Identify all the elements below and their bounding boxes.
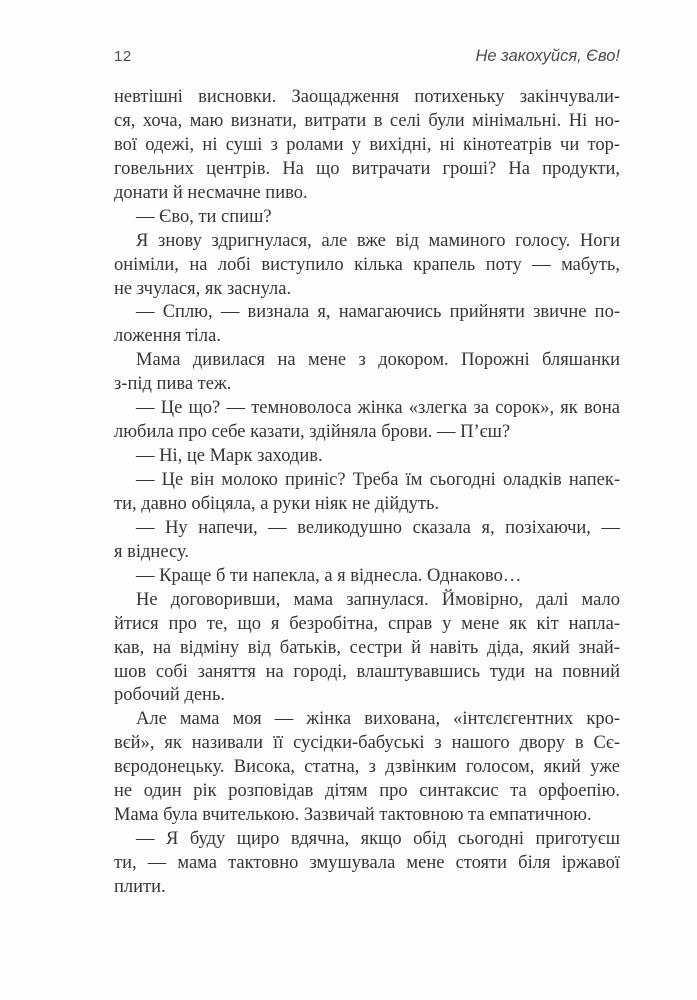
text-line: вєродонецьку. Висока, статна, з дзвінким голосом, який уже [114,757,620,778]
text-line: Не договоривши, мама запнулася. Ймовірно, далі мало [136,589,620,610]
text-line: оніміли, на лобі виступило кілька крапель поту — мабуть, [114,254,620,275]
text-line: Але мама моя — жінка вихована, «інтєлєгентних кро- [136,709,620,730]
text-line: — Сплю, — визнала я, намагаючись прийняти звичне по- [136,302,620,323]
text-line: — Це він молоко приніс? Треба їм сьогодні оладків напек- [136,470,620,490]
text-line: кав, на відміну від батьків, сестри й навіть діда, який знай- [114,637,620,658]
text-line: шов собі заняття на городі, влаштувавшись туди на повний [114,661,620,682]
text-line: — Це що? — темноволоса жінка «злегка за сорок», як вона [136,398,620,419]
text-line: вєй», як називали її сусідки-бабуські з нашого двору в Сє- [114,733,620,754]
text-line: ложення тіла. [114,326,221,347]
text-line: з-під пива теж. [114,374,232,395]
text-line: любила про себе казати, здійняла брови. — П’єш? [114,422,511,443]
text-line: Я знову здригнулася, але вже від маминого голосу. Ноги [136,230,620,251]
text-line: не зчулася, як заснула. [114,278,292,299]
text-line: говельних центрів. На що витрачати гроші? На продукти, [114,158,620,179]
text-line: ти, давно обіцяла, а руки ніяк не дійдуть. [114,493,440,514]
text-line: ся, хоча, маю визнати, витрати в селі були мінімальні. Ні но- [114,110,620,131]
text-line: Мама дивилася на мене з докором. Порожні бляшанки [136,350,620,371]
text-block [114,86,620,900]
text-line: — Єво, ти спиш? [136,206,272,227]
text-line: — Краще б ти напекла, а я віднесла. Однаково… [136,565,522,586]
text-line: — Ні, це Марк заходив. [136,446,323,467]
text-line: донати й несмачне пиво. [114,182,308,203]
text-line: робочий день. [114,685,225,706]
text-line: плити. [114,876,166,897]
text-line: не один рік розповідав дітям про синтаксис та орфоепію. [114,781,620,802]
text-line: невтішні висновки. Заощадження потихеньку закінчували- [114,87,620,107]
text-line: — Ну напечи, — великодушно сказала я, позіхаючи, — [136,517,620,538]
page-header [114,47,620,66]
text-line: йтися про те, що я безробітна, справ у мене як кіт напла- [114,613,620,634]
text-line: — Я буду щиро вдячна, якщо обід сьогодні приготуєш [136,829,620,850]
text-line: я віднесу. [114,541,189,562]
text-line: ти, — мама тактовно змушувала мене стояти біля іржавої [114,853,620,873]
text-line: Мама була вчителькою. Зазвичай тактовною та емпатичною. [114,805,592,826]
page-number: 12 [114,48,132,65]
text-line: вої одежі, ні суші з ролами у вихідні, ні кінотеатрів чи тор- [114,134,620,155]
running-head-title: Не закохуйся, Єво! [475,47,620,65]
